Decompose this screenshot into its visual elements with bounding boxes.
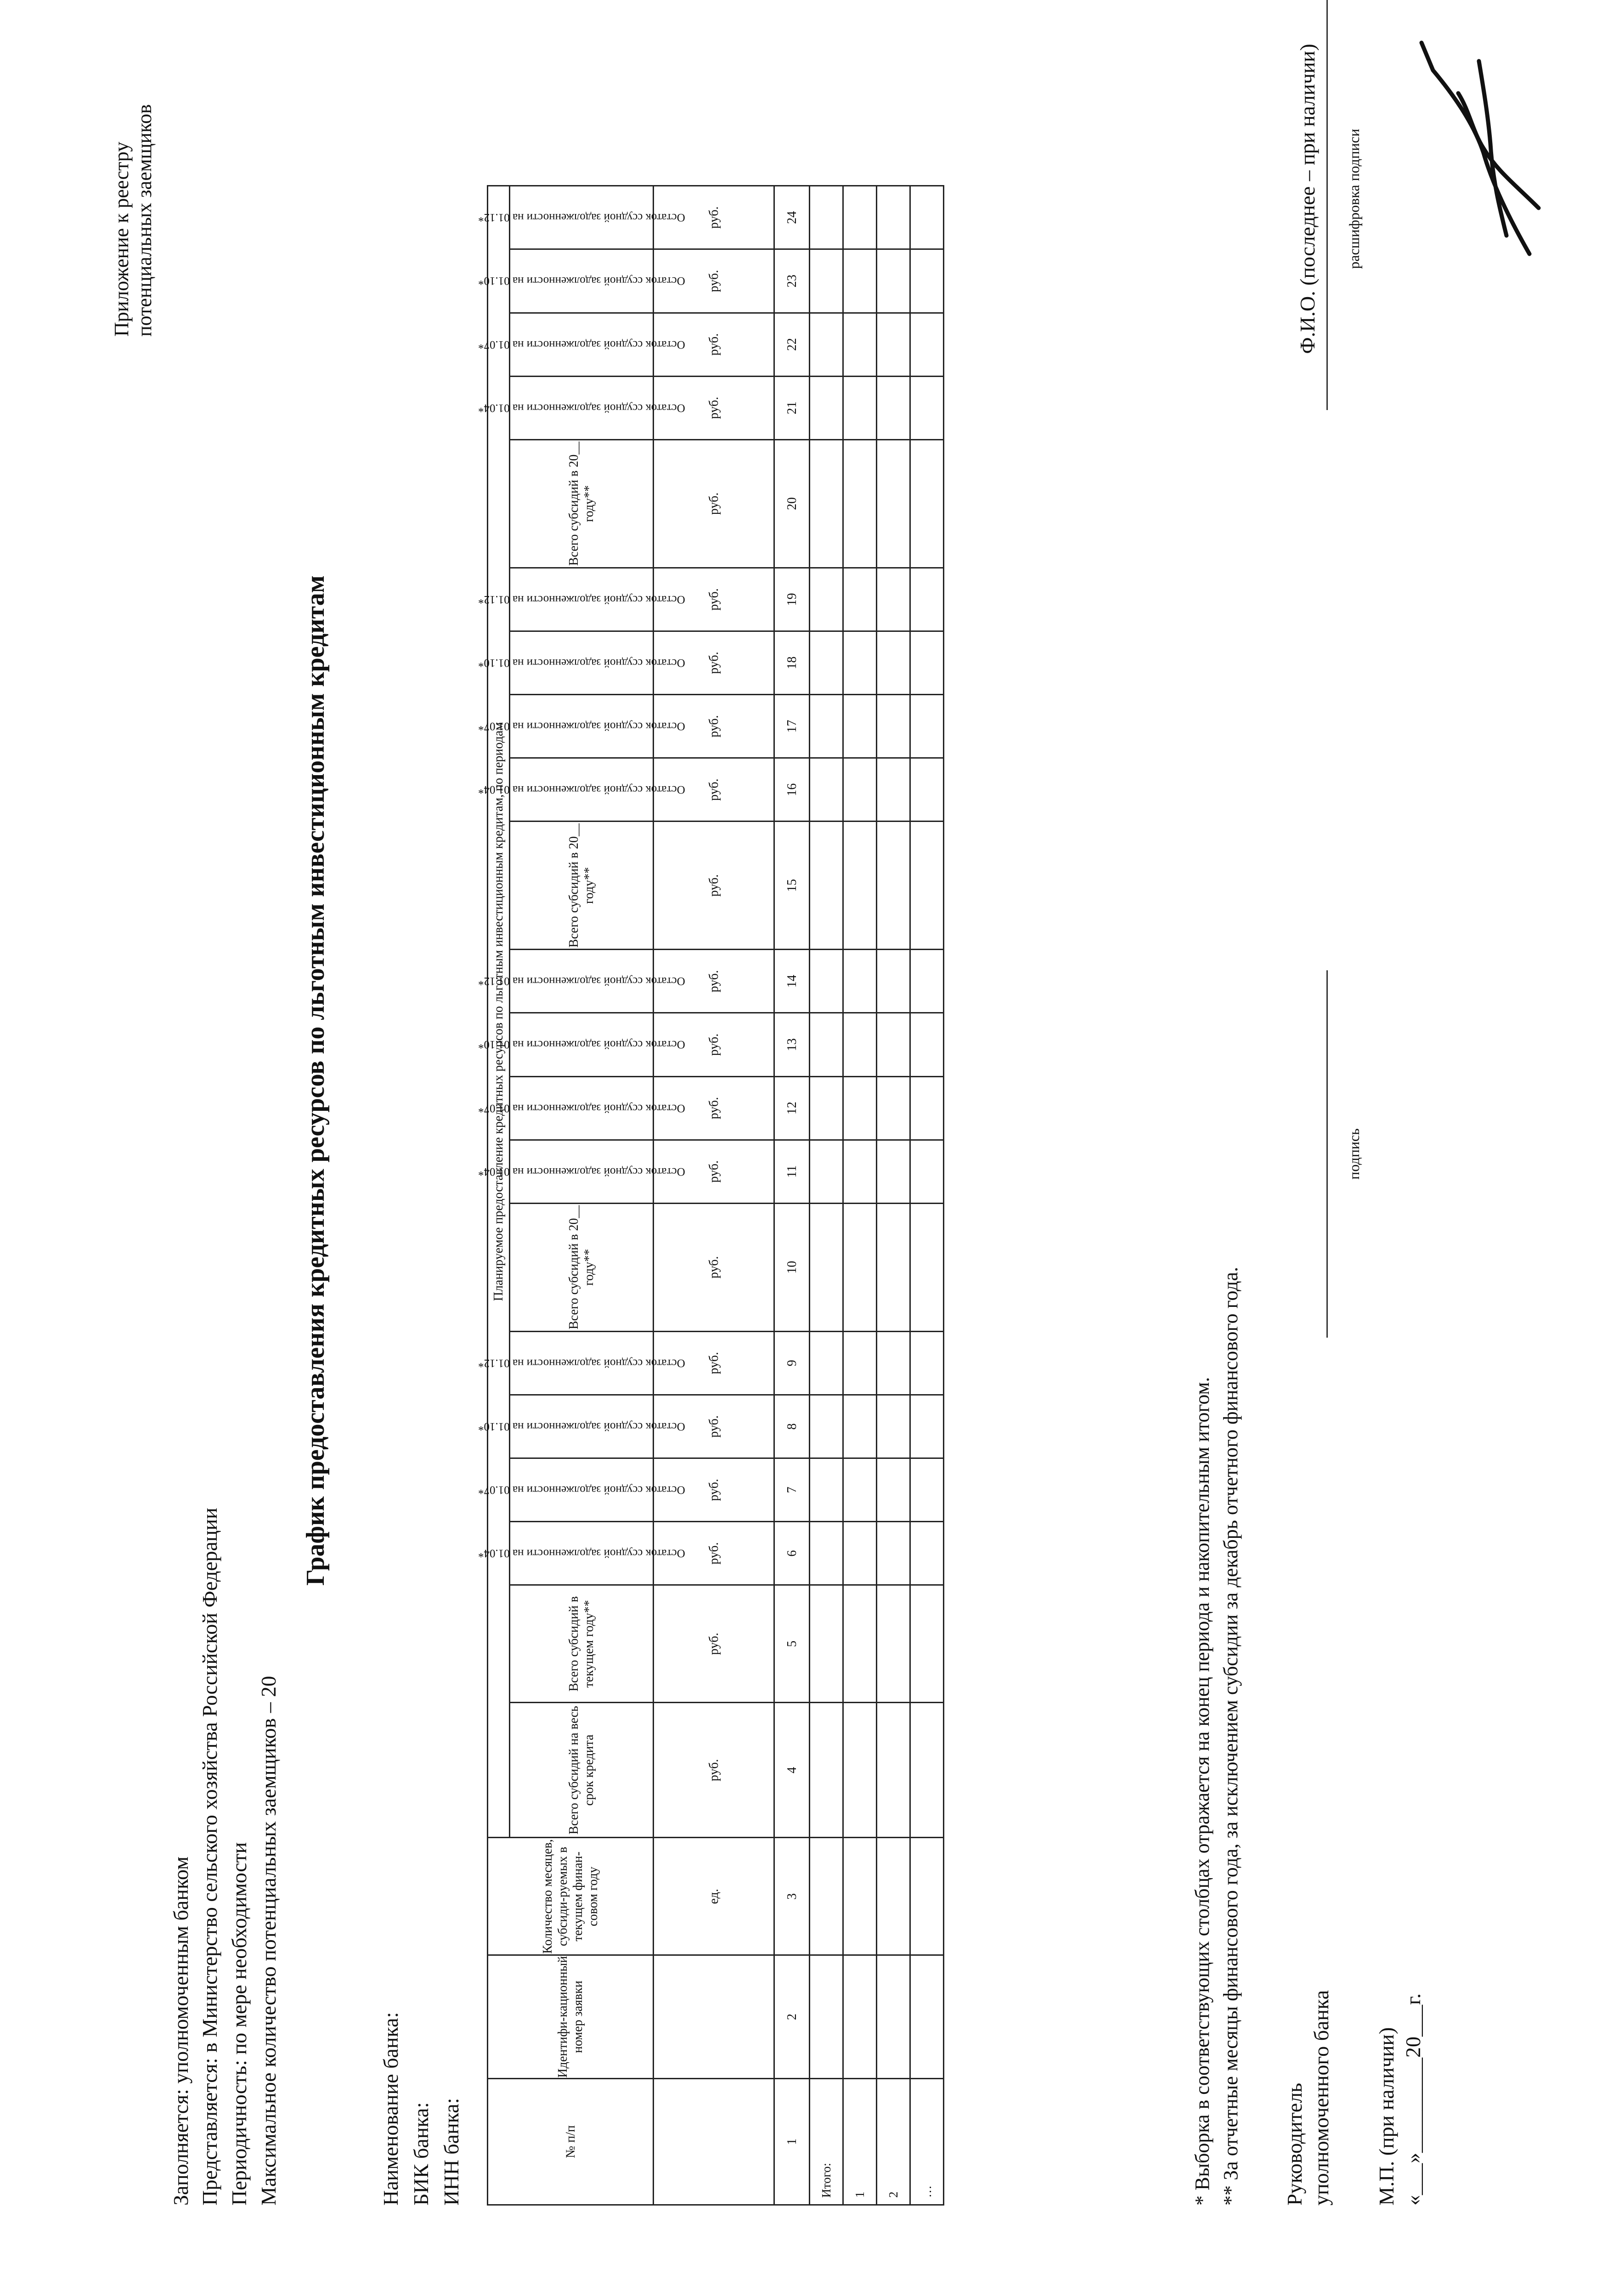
appendix-note	[110, 79, 156, 337]
balance-0104-label: Остаток ссудной задолженности на 01.04*	[478, 1547, 685, 1560]
column-number: 7	[774, 1458, 810, 1522]
column-number: 21	[774, 376, 810, 439]
balance-0110-label: Остаток ссудной задолженности на 01.10*	[478, 1420, 685, 1433]
row-label-total: Итого:	[810, 2078, 843, 2205]
unit-cell-rub: руб.	[654, 822, 774, 950]
balance-0104-label: Остаток ссудной задолженности на 01.04*	[478, 1165, 685, 1178]
header-cell-balance-0112	[478, 950, 685, 1013]
header-cell-balance-0104	[478, 1522, 685, 1585]
unit-cell	[654, 2078, 774, 2205]
unit-cell-rub: руб.	[654, 186, 774, 249]
column-number: 10	[774, 1203, 810, 1331]
unit-cell	[654, 1955, 774, 2079]
table-row	[843, 186, 877, 2205]
column-number: 15	[774, 822, 810, 950]
handwritten-signature	[1415, 29, 1552, 263]
balance-0104-label: Остаток ссудной задолженности на 01.04*	[478, 401, 685, 414]
row-label-ellipsis: …	[910, 2078, 944, 2205]
signatory-title-line-2: уполномоченного банка	[1309, 1990, 1333, 2206]
unit-cell-rub: руб.	[654, 376, 774, 439]
header-cell-total-term: Всего субсидий на весь срок кредита	[510, 1703, 654, 1838]
appendix-line-2: потенциальных заемщиков	[133, 104, 156, 337]
balance-0107-label: Остаток ссудной задолженности на 01.07*	[478, 720, 685, 733]
balance-0112-label: Остаток ссудной задолженности на 01.12*	[478, 593, 685, 606]
header-line-filled-by: Заполняется: уполномоченным банком	[169, 1856, 192, 2206]
stamp-line-1: М.П. (при наличии)	[1375, 2027, 1398, 2206]
header-cell-planned-provision: Планируемое предоставление кредитных ресурсов по льготным инвестиционным кредитам, по периодам	[488, 186, 510, 1838]
page-title: График предоставления кредитных ресурсов по льготным инвестиционным кредитам	[301, 575, 330, 1586]
balance-0112-label: Остаток ссудной задолженности на 01.12*	[478, 1356, 685, 1369]
balance-0104-label: Остаток ссудной задолженности на 01.04*	[478, 783, 685, 796]
column-number: 23	[774, 249, 810, 313]
unit-cell-rub: руб.	[654, 758, 774, 822]
balance-0112-label: Остаток ссудной задолженности на 01.12*	[478, 975, 685, 988]
unit-cell-rub: руб.	[654, 1458, 774, 1522]
header-cell-balance-0110	[478, 249, 685, 313]
column-number: 11	[774, 1140, 810, 1203]
header-line-submitted-to: Представляется: в Министерство сельского хозяйства Российской Федерации	[198, 1508, 221, 2206]
table-row	[877, 186, 910, 2205]
column-number: 19	[774, 568, 810, 631]
balance-0107-label: Остаток ссудной задолженности на 01.07*	[478, 1102, 685, 1114]
column-number: 24	[774, 186, 810, 249]
header-cell-balance-0110	[478, 1013, 685, 1076]
balance-0110-label: Остаток ссудной задолженности на 01.10*	[478, 656, 685, 669]
column-number: 22	[774, 313, 810, 376]
column-number: 20	[774, 439, 810, 568]
header-line-max-borrowers: Максимальное количество потенциальных заемщиков – 20	[257, 1676, 280, 2206]
column-number: 17	[774, 695, 810, 758]
balance-0112-label: Остаток ссудной задолженности на 01.12*	[478, 211, 685, 224]
fio-line	[1326, 0, 1328, 410]
header-cell-subsidized-months: Количество месяцев, субсиди-руемых в текущем финан-совом году	[488, 1838, 654, 1955]
unit-cell-rub: руб.	[654, 1140, 774, 1203]
signature-caption: подпись	[1346, 1128, 1362, 1180]
balance-0107-label: Остаток ссудной задолженности на 01.07*	[478, 1484, 685, 1497]
header-cell-balance-0110	[478, 1395, 685, 1458]
unit-cell-rub: руб.	[654, 439, 774, 568]
stamp-note	[1373, 1993, 1427, 2206]
column-number: 3	[774, 1838, 810, 1955]
bank-inn-label: ИНН банка:	[440, 2098, 463, 2206]
fio-text: Ф.И.О. (последнее – при наличии)	[1296, 44, 1319, 354]
header-cell-balance-0104	[478, 1140, 685, 1203]
unit-cell-rub: руб.	[654, 313, 774, 376]
header-cell-balance-0104	[478, 376, 685, 439]
column-number: 6	[774, 1522, 810, 1585]
header-cell-total-year-1: Всего субсидий в 20__ году**	[510, 1203, 654, 1331]
header-cell-balance-0107	[478, 1458, 685, 1522]
unit-cell-rub: руб.	[654, 695, 774, 758]
balance-0110-label: Остаток ссудной задолженности на 01.10*	[478, 275, 685, 287]
column-number: 8	[774, 1395, 810, 1458]
unit-cell-rub: руб.	[654, 631, 774, 694]
header-line-frequency: Периодичность: по мере необходимости	[227, 1842, 251, 2206]
unit-cell-count: ед.	[654, 1838, 774, 1955]
header-cell-number: № п/п	[488, 2078, 654, 2205]
header-cell-balance-0107	[478, 695, 685, 758]
unit-cell-rub: руб.	[654, 1585, 774, 1703]
header-cell-balance-0112	[478, 568, 685, 631]
column-number: 1	[774, 2078, 810, 2205]
unit-cell-rub: руб.	[654, 568, 774, 631]
fio-caption: расшифровка подписи	[1346, 129, 1362, 269]
row-label: 2	[877, 2078, 910, 2205]
row-label: 1	[843, 2078, 877, 2205]
header-cell-balance-0107	[478, 313, 685, 376]
header-cell-balance-0110	[478, 631, 685, 694]
header-cell-total-year-3: Всего субсидий в 20__ году**	[510, 439, 654, 568]
column-number: 13	[774, 1013, 810, 1076]
unit-cell-rub: руб.	[654, 950, 774, 1013]
header-cell-balance-0112	[478, 186, 685, 249]
column-number: 5	[774, 1585, 810, 1703]
column-number: 9	[774, 1331, 810, 1395]
footnote-1: * Выборка в соответствующих столбцах отражается на конец периода и накопительным итогом.	[1191, 1377, 1213, 2206]
column-number: 12	[774, 1076, 810, 1140]
unit-cell-rub: руб.	[654, 1013, 774, 1076]
column-number: 16	[774, 758, 810, 822]
bank-bik-label: БИК банка:	[409, 2102, 433, 2206]
bank-name-label: Наименование банка:	[379, 2012, 402, 2206]
header-cell-balance-0107	[478, 1076, 685, 1140]
unit-cell-rub: руб.	[654, 1395, 774, 1458]
balance-0110-label: Остаток ссудной задолженности на 01.10*	[478, 1038, 685, 1051]
appendix-line-1: Приложение к реестру	[110, 141, 133, 337]
column-number: 4	[774, 1703, 810, 1838]
unit-cell-rub: руб.	[654, 1076, 774, 1140]
units-row	[654, 186, 774, 2205]
table-row	[910, 186, 944, 2205]
unit-cell-rub: руб.	[654, 1203, 774, 1331]
footnote-2: ** За отчетные месяцы финансового года, за исключением субсидии за декабрь отчетного финансового года.	[1219, 1266, 1242, 2206]
stamp-date-line: «___»_________20___г.	[1401, 1993, 1425, 2206]
unit-cell-rub: руб.	[654, 249, 774, 313]
unit-cell-rub: руб.	[654, 1331, 774, 1395]
credit-schedule-table	[478, 185, 944, 2206]
column-number: 18	[774, 631, 810, 694]
header-cell-application-id: Идентифи-кационный номер заявки	[488, 1955, 654, 2079]
header-cell-total-current-year: Всего субсидий в текущем году**	[510, 1585, 654, 1703]
header-cell-balance-0104	[478, 758, 685, 822]
column-numbers-row	[774, 186, 810, 2205]
column-number: 14	[774, 950, 810, 1013]
header-cell-balance-0112	[478, 1331, 685, 1395]
header-cell-total-year-2: Всего субсидий в 20__ году**	[510, 822, 654, 950]
balance-0107-label: Остаток ссудной задолженности на 01.07*	[478, 338, 685, 351]
table-row-total	[810, 186, 843, 2205]
signatory-title	[1281, 1990, 1335, 2206]
unit-cell-rub: руб.	[654, 1703, 774, 1838]
signatory-title-line-1: Руководитель	[1283, 2082, 1306, 2206]
unit-cell-rub: руб.	[654, 1522, 774, 1585]
column-number: 2	[774, 1955, 810, 2079]
signature-line	[1326, 970, 1328, 1338]
